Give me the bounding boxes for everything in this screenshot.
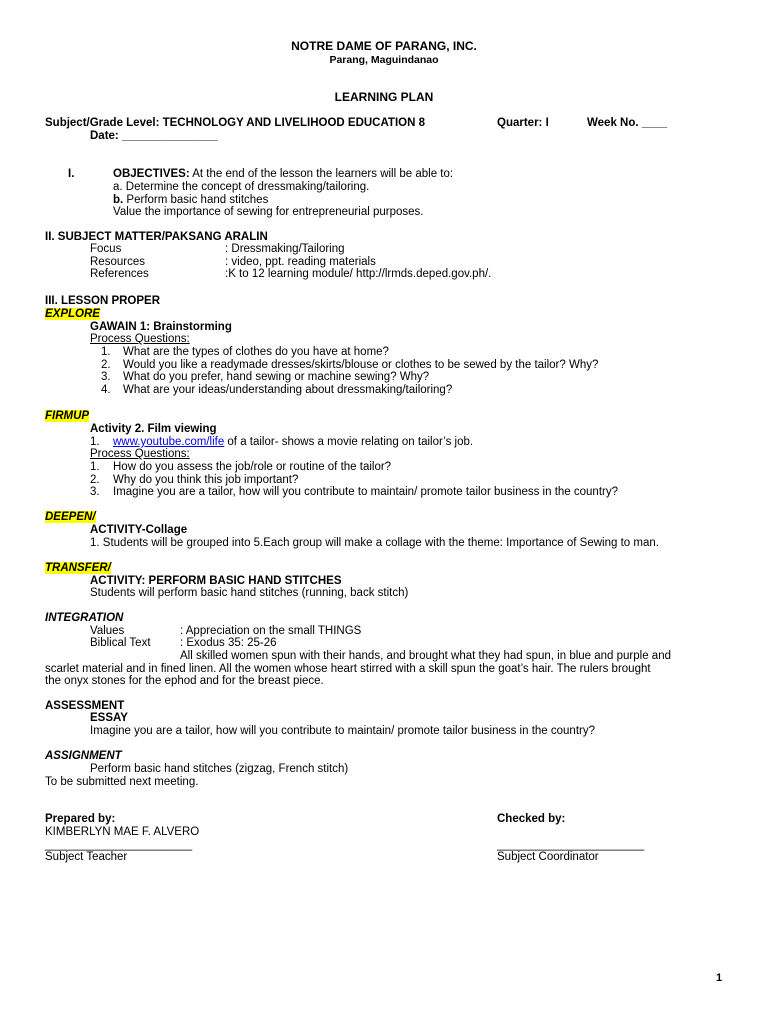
explore-q3: What do you prefer, hand sewing or machine sewing? Why? xyxy=(123,371,430,383)
prepared-by-label: Prepared by: xyxy=(45,813,116,825)
focus-label: Focus xyxy=(90,243,122,255)
assignment-text-1: Perform basic hand stitches (zigzag, French stitch) xyxy=(90,763,349,775)
checked-by-label: Checked by: xyxy=(497,813,566,825)
school-name: NOTRE DAME OF PARANG, INC. xyxy=(291,39,477,53)
assessment-sub: ESSAY xyxy=(90,712,128,724)
integration-heading: INTEGRATION xyxy=(45,612,124,624)
objectives-number: I. xyxy=(68,168,75,180)
objective-b-text: Perform basic hand stitches xyxy=(123,194,269,206)
assignment-heading: ASSIGNMENT xyxy=(45,750,122,762)
subject-grade-line xyxy=(45,117,425,130)
explore-q1-num: 1. xyxy=(101,346,111,358)
biblical-passage-line-2: scarlet material and in fined linen. All the women whose heart stirred with a skill spun the goat’s hair. The rulers brought xyxy=(45,663,651,675)
objective-b-label: b. xyxy=(113,194,124,206)
firmup-item-num: 1. xyxy=(90,436,100,448)
resources-label: Resources xyxy=(90,256,145,268)
quarter: Quarter: I xyxy=(497,117,549,129)
assessment-text: Imagine you are a tailor, how will you contribute to maintain/ promote tailor business in the country? xyxy=(90,725,595,737)
objectives-heading xyxy=(113,168,453,181)
references-label: References xyxy=(90,268,149,280)
explore-q3-num: 3. xyxy=(101,371,111,383)
prepared-by-role: Subject Teacher xyxy=(45,851,128,863)
explore-q2-num: 2. xyxy=(101,359,111,371)
deepen-title: ACTIVITY-Collage xyxy=(90,524,188,536)
explore-q2: Would you like a readymade dresses/skirts/blouse or clothes to be sewed by the tailor? Why? xyxy=(123,359,599,371)
deepen-text: 1. Students will be grouped into 5.Each group will make a collage with the theme: Importance of Sewing to man. xyxy=(90,537,659,549)
prepared-by-name: KIMBERLYN MAE F. ALVERO xyxy=(45,826,200,838)
explore-process-questions: Process Questions: xyxy=(90,333,190,345)
transfer-title: ACTIVITY: PERFORM BASIC HAND STITCHES xyxy=(90,575,342,587)
subject-value: TECHNOLOGY AND LIVELIHOOD EDUCATION 8 xyxy=(162,117,425,129)
checked-signature-line: _______________________ xyxy=(497,839,645,851)
explore-tag: EXPLORE xyxy=(45,308,100,320)
firmup-tag: FIRMUP xyxy=(45,410,90,422)
subject-label: Subject/Grade Level: xyxy=(45,117,160,129)
school-location: Parang, Maguindanao xyxy=(329,54,439,66)
youtube-link[interactable]: www.youtube.com/life xyxy=(113,436,225,448)
transfer-text: Students will perform basic hand stitches (running, back stitch) xyxy=(90,587,409,599)
deepen-tag: DEEPEN/ xyxy=(45,511,96,523)
firmup-q1-num: 1. xyxy=(90,461,100,473)
explore-title: GAWAIN 1: Brainstorming xyxy=(90,321,232,333)
document-title: LEARNING PLAN xyxy=(334,90,434,104)
objectives-label: OBJECTIVES: xyxy=(113,168,190,180)
firmup-q3: Imagine you are a tailor, how will you contribute to maintain/ promote tailor business in the country? xyxy=(113,486,618,498)
explore-q1: What are the types of clothes do you have at home? xyxy=(123,346,389,358)
biblical-passage-line-3: the onyx stones for the ephod and for the breast piece. xyxy=(45,675,324,687)
focus-value: : Dressmaking/Tailoring xyxy=(225,243,345,255)
values-label: Values xyxy=(90,625,125,637)
biblical-passage-line-1: All skilled women spun with their hands, and brought what they had spun, in blue and purple and xyxy=(180,650,671,662)
firmup-q1: How do you assess the job/role or routine of the tailor? xyxy=(113,461,392,473)
references-value: :K to 12 learning module/ http://lrmds.deped.gov.ph/. xyxy=(225,268,492,280)
explore-q4: What are your ideas/understanding about dressmaking/tailoring? xyxy=(123,384,453,396)
checked-by-role: Subject Coordinator xyxy=(497,851,599,863)
firmup-q2-num: 2. xyxy=(90,474,100,486)
objective-a: a. Determine the concept of dressmaking/tailoring. xyxy=(113,181,370,193)
assignment-text-2: To be submitted next meeting. xyxy=(45,776,199,788)
lesson-proper-heading: III. LESSON PROPER xyxy=(45,295,161,307)
page-number: 1 xyxy=(716,972,723,984)
firmup-q3-num: 3. xyxy=(90,486,100,498)
firmup-process-questions: Process Questions: xyxy=(90,448,190,460)
transfer-tag: TRANSFER/ xyxy=(45,562,111,574)
subject-matter-heading: II. SUBJECT MATTER/PAKSANG ARALIN xyxy=(45,231,268,243)
prepared-signature-line: _______________________ xyxy=(45,839,193,851)
date-field: Date: _______________ xyxy=(90,130,218,142)
values-value: : Appreciation on the small THINGS xyxy=(180,625,362,637)
assessment-heading: ASSESSMENT xyxy=(45,700,125,712)
week-number: Week No. ____ xyxy=(587,117,668,129)
objective-c: Value the importance of sewing for entrepreneurial purposes. xyxy=(113,206,424,218)
biblical-label: Biblical Text xyxy=(90,637,151,649)
explore-q4-num: 4. xyxy=(101,384,111,396)
firmup-q2: Why do you think this job important? xyxy=(113,474,299,486)
resources-value: : video, ppt. reading materials xyxy=(225,256,376,268)
firmup-title: Activity 2. Film viewing xyxy=(90,423,217,435)
objectives-intro: At the end of the lesson the learners will be able to: xyxy=(189,168,454,180)
firmup-item-text: of a tailor- shows a movie relating on tailor’s job. xyxy=(224,436,474,448)
biblical-value: : Exodus 35: 25-26 xyxy=(180,637,277,649)
